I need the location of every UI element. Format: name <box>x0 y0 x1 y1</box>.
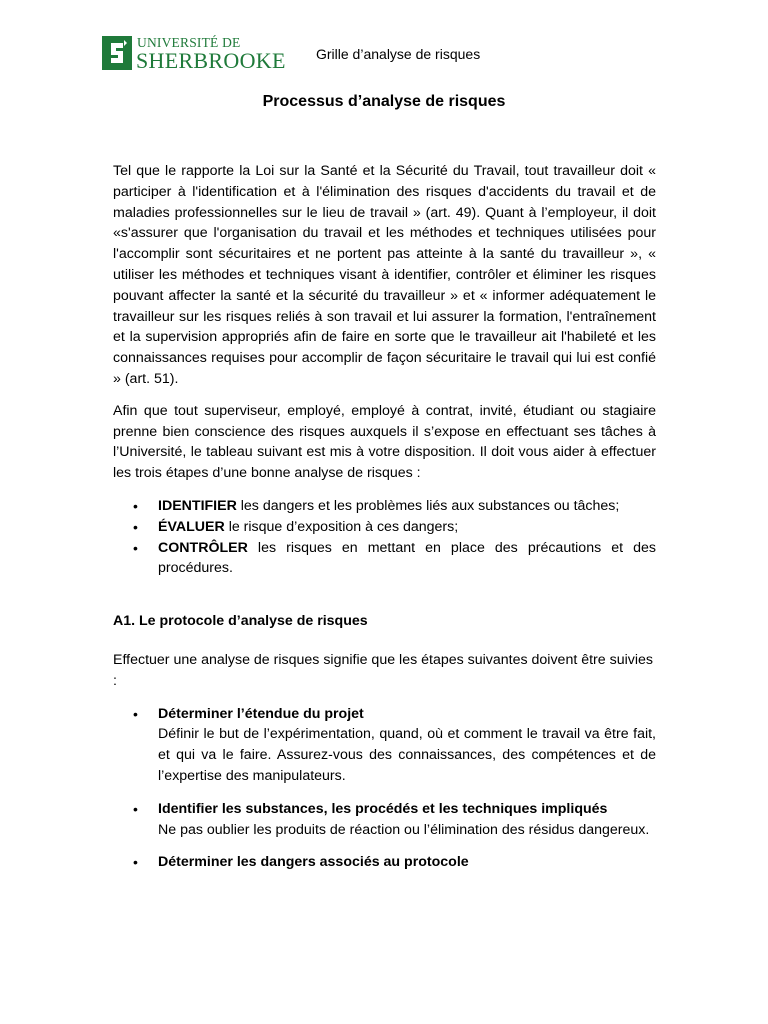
section-intro: Effectuer une analyse de risques signifie que les étapes suivantes doivent être suivies : <box>113 651 653 689</box>
list-item <box>113 517 656 538</box>
step-text: les risques en mettant en place des précautions et des procédures. <box>158 539 656 577</box>
page-header <box>0 0 768 90</box>
list-item <box>113 538 656 580</box>
step-keyword: IDENTIFIER <box>158 497 237 514</box>
step-text: le risque d’exposition à ces dangers; <box>224 518 459 535</box>
document-body <box>113 161 656 873</box>
intro-paragraph: Afin que tout superviseur, employé, employé à contrat, invité, étudiant ou stagiaire prenne bien conscience des risques auxquels il s’expose en effectuant ses tâches à l’Université, le tableau suivant est mis à votre disposition. Il doit vous aider à effectuer les trois étapes d’une bonne analyse de risques : <box>113 402 656 482</box>
protocol-step-title: • Déterminer les dangers associés au protocole <box>158 854 469 871</box>
protocol-step-description: Ne pas oublier les produits de réaction ou l’élimination des résidus dangereux. <box>158 821 650 838</box>
section-heading: A1. Le protocole d’analyse de risques <box>113 613 368 630</box>
list-item <box>113 496 656 517</box>
list-item <box>113 704 656 787</box>
list-item <box>113 852 656 873</box>
document-header-title: Grille d’analyse de risques <box>316 46 481 62</box>
protocol-step-title: • Déterminer l’étendue du projet <box>158 705 364 722</box>
university-emblem-icon <box>102 36 132 70</box>
step-text: les dangers et les problèmes liés aux substances ou tâches; <box>236 497 620 514</box>
logo-text-top: UNIVERSITÉ DE <box>137 35 241 50</box>
university-logo <box>102 35 286 73</box>
step-keyword: CONTRÔLER <box>158 539 248 556</box>
protocol-step-description: Définir le but de l’expérimentation, quand, où et comment le travail va être fait, et qui va le faire. Assurez-vous des connaissances, des compétences et de l’expertise des manipulateurs. <box>158 726 656 784</box>
intro-paragraph: Tel que le rapporte la Loi sur la Santé et la Sécurité du Travail, tout travailleur doit « participer à l'identification et à l'élimination des risques d'accidents du travail et de maladies professionnelles sur le lieu de travail » (art. 49). Quant à l’employeur, il doit «s'assurer que l'organisation du travail et les méthodes et techniques utilisées pour l'accomplir sont sécuritaires et ne portent pas atteinte à la santé du travailleur », « utiliser les méthodes et techniques visant à identifier, contrôler et éliminer les risques pouvant affecter la santé et la sécurité du travailleur » et « informer adéquatement le travailleur sur les risques reliés à son travail et lui assurer la formation, l'entraînement et la supervision appropriés afin de faire en sorte que le travailleur ait l'habileté et les connaissances requises pour accomplir de façon sécuritaire le travail qui lui est confié » (art. 51). <box>113 163 656 387</box>
protocol-step-title: • Identifier les substances, les procédés et les techniques impliqués <box>158 800 608 817</box>
list-item <box>113 799 656 841</box>
analysis-steps-list <box>113 496 656 579</box>
step-keyword: ÉVALUER <box>158 518 225 535</box>
logo-text-bottom: SHERBROOKE <box>136 48 286 73</box>
page-title: Processus d’analyse de risques <box>262 93 506 110</box>
protocol-steps-list <box>113 704 656 874</box>
